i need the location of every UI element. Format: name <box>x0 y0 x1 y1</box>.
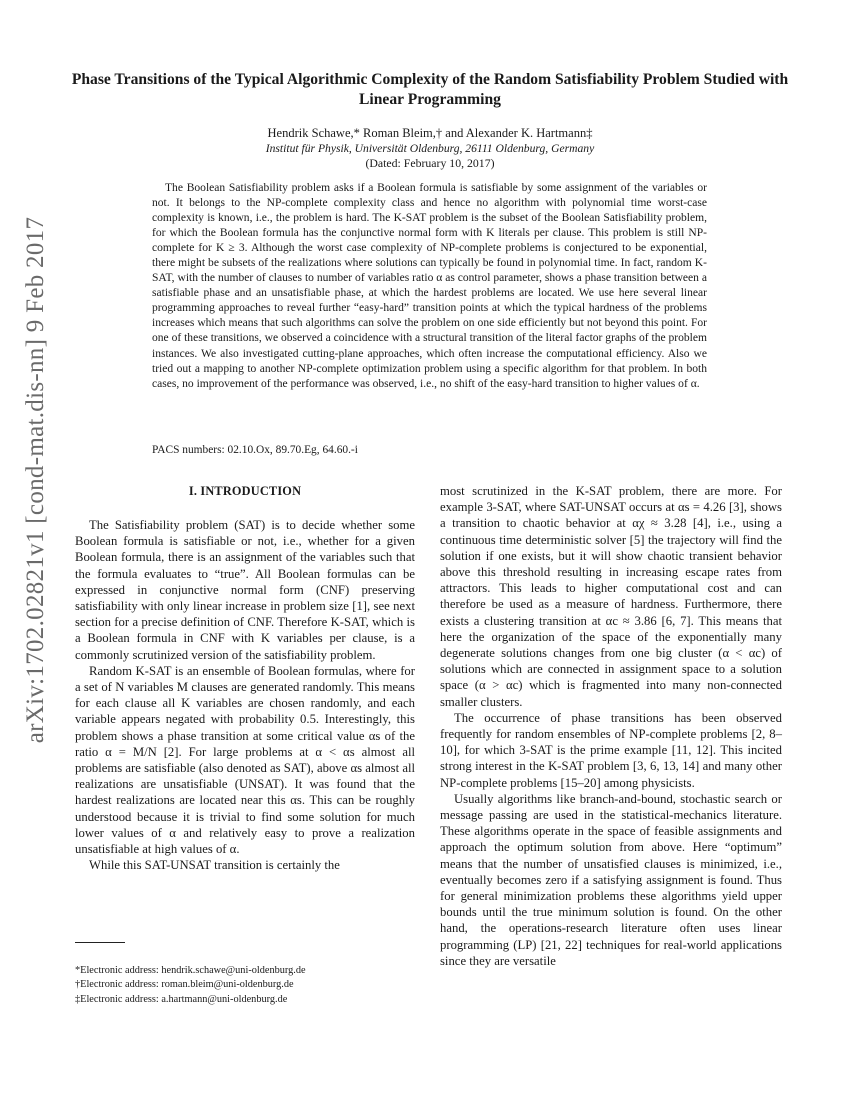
paper-date: (Dated: February 10, 2017) <box>365 156 495 170</box>
arxiv-identifier-text: arXiv:1702.02821v1 [cond-mat.dis-nn] 9 Feb 2017 <box>22 216 49 744</box>
footnote-email-bleim: †Electronic address: roman.bleim@uni-oldenburg.de <box>75 979 294 991</box>
footnote-divider <box>75 942 125 943</box>
footnote-email-schawe: *Electronic address: hendrik.schawe@uni-oldenburg.de <box>75 965 306 976</box>
footnote-email-hartmann: ‡Electronic address: a.hartmann@uni-oldenburg.de <box>75 993 288 1005</box>
section-heading-introduction: I. INTRODUCTION <box>188 484 302 498</box>
left-column <box>75 483 415 873</box>
paragraph: Random K-SAT is an ensemble of Boolean formulas, where for a set of N variables M clauses are generated randomly. This means for each clause all K variables are chosen randomly, and each variable appears negated with probability 0.5. Interestingly, this problem shows a phase transition at some critical value αs of the ratio α = M/N [2]. For large problems at α < αs almost all problems are satisfiable (also denoted as SAT), above αs almost all realizations are unsatisfiable (UNSAT). It was found that the hardest realizations are located near this αs. This can be roughly understood because it is trivial to find some solution for much lower values of α and relatively easy to prove a realization unsatisfiable at high values of α. <box>75 663 415 857</box>
paragraph: Usually algorithms like branch-and-bound, stochastic search or message passing are used in the statistical-mechanics literature. These algorithms operate in the space of feasible assignments and approach the optimum solution from above. Here “optimum” means that the number of unsatisfied clauses is minimized, i.e., eventually becomes zero if a satisfying assignment is found. Thus for general minimization problems these algorithms yield upper bounds until the true minimum solution is found. On the other hand, the operations-research literature often uses linear programming (LP) [21, 22] techniques for real-world applications since they are versatile <box>440 791 782 968</box>
paragraph: most scrutinized in the K-SAT problem, there are more. For example 3-SAT, where SAT-UNSAT occurs at αs = 4.26 [3], shows a transition to chaotic behavior at αχ ≈ 3.28 [4], i.e., using a continuous time deterministic solver [5] the trajectory will find the solution if one exists, but it will show chaotic transient behavior above this threshold resulting in increasing escape rates from attractors. This leads to higher computational cost and can therefore be used as a measure of hardness. Furthermore, there exists a clustering transition at αc ≈ 3.86 [6, 7]. This means that here the organization of the space of the exponentially many degenerate solutions changes from one big cluster (α < αc) of solutions which are connected in assignment space to a solution space (α > αc) which is fragmented into many non-connected smaller clusters. <box>440 484 782 709</box>
right-column <box>440 483 782 969</box>
arxiv-identifier-stamp <box>16 216 56 744</box>
paragraph: The occurrence of phase transitions has been observed frequently for random ensembles of NP-complete problems [2, 8–10], for which 3-SAT is the prime example [11, 12]. This incited strong interest in the K-SAT problem [3, 6, 13, 14] and many other NP-complete problems [15–20] among physicists. <box>440 710 782 790</box>
abstract: The Boolean Satisfiability problem asks if a Boolean formula is satisfiable by some assignment of the variables or not. It belongs to the NP-complete complexity class and hence no algorithm with polynomial time worst-case complexity is known, i.e., the problem is hard. The K-SAT problem is the subset of the Boolean Satisfiability problem, for which the Boolean formula has the conjunctive normal form with K literals per clause. This problem is still NP-complete for K ≥ 3. Although the worst case complexity of NP-complete problems is conjectured to be exponential, there might be subsets of the realizations where solutions can typically be found in polynomial time. In fact, random K-SAT, with the number of clauses to number of variables ratio α as control parameter, shows a phase transition between a satisfiable phase and an unsatisfiable phase, at which the hardest problems are located. We use here several linear programming approaches to reveal further “easy-hard” transition points at which the typical hardness of the problems increases which means that such algorithms can solve the problem on one side efficiently but not beyond this point. For one of these transitions, we observed a coincidence with a structural transition of the literal factor graphs of the problem instances. We also investigated cutting-plane approaches, which often increase the computational efficiency. Also we tried out a mapping to another NP-complete optimization problem using a specific algorithm for that problem. In both cases, no improvement of the performance was observed, i.e., no shift of the easy-hard transition to higher values of α. <box>152 182 707 390</box>
footnotes <box>75 964 415 1007</box>
pacs-numbers: PACS numbers: 02.10.Ox, 89.70.Eg, 64.60.-i <box>152 444 358 456</box>
author-affiliation: Institut für Physik, Universität Oldenburg, 26111 Oldenburg, Germany <box>265 142 595 155</box>
paragraph: The Satisfiability problem (SAT) is to decide whether some Boolean formula is satisfiable or not, i.e., whether for a given Boolean formula, there is an assignment of the variables such that the formula evaluates to “true”. All Boolean formulas can be expressed in conjunctive normal form (CNF) preserving satisfiability with only linear increase in problem size [1], see next section for a precise definition of CNF. Therefore K-SAT, which is a Boolean formula in CNF with K variables per clause, is a commonly scrutinized version of the satisfiability problem. <box>75 518 415 662</box>
author-list: Hendrik Schawe,* Roman Bleim,† and Alexander K. Hartmann‡ <box>267 126 593 140</box>
paper-title: Phase Transitions of the Typical Algorithmic Complexity of the Random Satisfiability Problem Studied with Linear Programming <box>71 71 789 108</box>
paragraph: While this SAT-UNSAT transition is certainly the <box>89 858 340 873</box>
